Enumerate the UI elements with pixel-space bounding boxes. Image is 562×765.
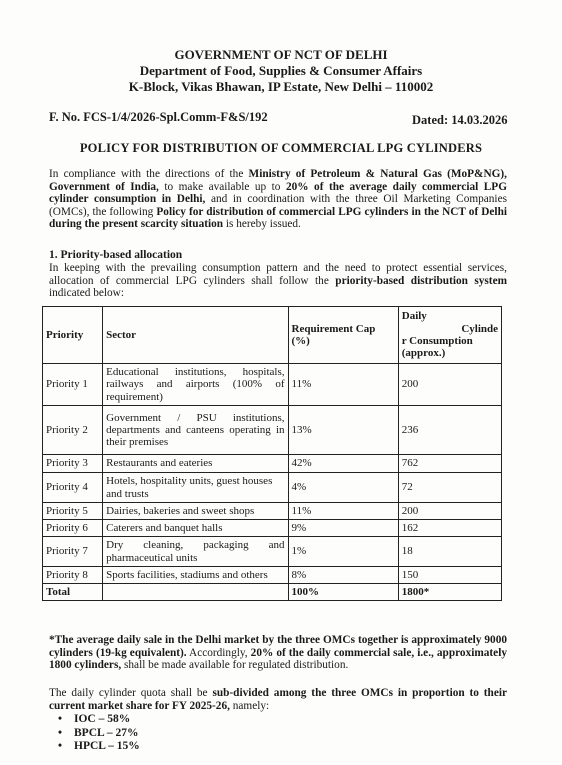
cell-cap: 9% xyxy=(288,520,398,537)
cell-sector: Sports facilities, stadiums and others xyxy=(103,567,288,584)
intro-text-1: In compliance with the directions of the xyxy=(49,168,249,180)
intro-paragraph xyxy=(49,168,507,231)
cell-priority: Priority 8 xyxy=(43,567,103,584)
cell-priority: Priority 3 xyxy=(43,455,103,473)
cell-priority: Priority 1 xyxy=(43,364,103,406)
cell-total-daily: 1800* xyxy=(398,584,501,601)
intro-bold-ministry: Ministry of Petroleum & Natural Gas (MoP&NG), Government of India, xyxy=(49,168,508,193)
cell-cap: 13% xyxy=(288,406,398,455)
government-heading: GOVERNMENT OF NCT OF DELHI xyxy=(174,47,388,62)
cell-daily: 162 xyxy=(398,520,501,537)
section-bold-system: priority-based distribution system xyxy=(335,274,507,287)
table-row xyxy=(43,455,502,473)
cell-sector: Hotels, hospitality units, guest houses and trusts xyxy=(103,473,288,503)
allocation-table xyxy=(42,306,502,601)
cell-daily: 236 xyxy=(398,406,501,455)
table-header-row xyxy=(43,307,502,364)
quota-text-1: The daily cylinder quota shall be xyxy=(49,687,213,699)
header-daily-line-2: Cylinde xyxy=(461,322,498,335)
table-total-row xyxy=(43,584,502,601)
cell-cap: 8% xyxy=(288,567,398,584)
cell-priority: Priority 2 xyxy=(43,406,103,455)
header-daily-consumption xyxy=(398,307,501,364)
header-daily-line-1: Daily xyxy=(401,310,427,323)
cell-sector: Educational institutions, hospitals, railways and airports (100% of requirement) xyxy=(103,364,288,406)
cell-priority: Priority 6 xyxy=(43,520,103,537)
footnote-text-2: shall be made available for regulated distribution. xyxy=(121,659,349,672)
cell-total-cap: 100% xyxy=(288,584,398,601)
cell-total-label: Total xyxy=(43,584,103,601)
table-row xyxy=(43,567,502,584)
date: Dated: 14.03.2026 xyxy=(412,113,508,127)
cell-sector: Caterers and banquet halls xyxy=(103,520,288,537)
cell-daily: 200 xyxy=(398,503,501,520)
cell-priority: Priority 7 xyxy=(43,537,103,567)
cell-priority: Priority 5 xyxy=(43,503,103,520)
section-heading-priority: 1. Priority-based allocation xyxy=(49,249,183,261)
cell-cap: 42% xyxy=(288,455,398,473)
quota-text-2: namely: xyxy=(229,699,270,712)
cell-total-sector xyxy=(103,584,288,601)
footnote-bold-quota: 20% of the daily commercial sale, i.e., approximately 1800 cylinders, xyxy=(49,646,507,672)
footnote-bold-average: *The average daily sale in the Delhi market by the three OMCs together is approximately 9000 cylinders (19-kg equivalent). xyxy=(49,634,507,659)
intro-text-4: is hereby issued. xyxy=(223,218,301,231)
header-priority xyxy=(43,307,103,364)
section-paragraph xyxy=(49,262,507,300)
cell-daily: 200 xyxy=(398,364,501,406)
address-heading: K-Block, Vikas Bhawan, IP Estate, New Delhi – 110002 xyxy=(128,79,434,94)
list-item-bpcl: • BPCL – 27% xyxy=(58,727,140,741)
document-title: POLICY FOR DISTRIBUTION OF COMMERCIAL LPG CYLINDERS xyxy=(79,141,483,155)
cell-cap: 11% xyxy=(288,364,398,406)
cell-daily: 18 xyxy=(398,537,501,567)
cell-sector: Dry cleaning, packaging and pharmaceutical units xyxy=(103,537,288,567)
list-item-hpcl: • HPCL – 15% xyxy=(58,740,140,754)
file-number: F. No. FCS-1/4/2026-Spl.Comm-F&S/192 xyxy=(49,110,268,124)
cell-daily: 72 xyxy=(398,473,501,503)
header-sector: Sector xyxy=(103,307,288,364)
cell-daily: 150 xyxy=(398,567,501,584)
section-text-1: In keeping with the prevailing consumption pattern and the need to protect essential services, allocation of commercial LPG cylinders shall follow the xyxy=(49,262,507,287)
cell-sector: Dairies, bakeries and sweet shops xyxy=(103,503,288,520)
omc-share-list xyxy=(58,713,140,754)
table-row xyxy=(43,364,502,406)
table-row xyxy=(43,520,502,537)
section-text-2: indicated below: xyxy=(49,287,124,300)
header-daily-line-3: r Consumption (approx.) xyxy=(401,335,473,360)
intro-bold-policy: Policy for distribution of commercial LPG cylinders in the NCT of Delhi during the present scarcity situation xyxy=(49,205,507,231)
header-priority-label: Priority xyxy=(46,328,84,341)
intro-text-2: to make available up to xyxy=(158,180,286,193)
intro-text-3: and in coordination with the three Oil Marketing Companies (OMCs), the following xyxy=(49,193,507,218)
quota-bold-subdivision: sub-divided among the three OMCs in proportion to their current market share for FY 2025-26, xyxy=(49,687,507,712)
table-row xyxy=(43,406,502,455)
footnote xyxy=(49,634,507,672)
quota-paragraph xyxy=(49,687,507,712)
cell-cap: 4% xyxy=(288,473,398,503)
department-heading: Department of Food, Supplies & Consumer Affairs xyxy=(139,63,423,78)
intro-bold-percentage: 20% of the average daily commercial LPG cylinder consumption in Delhi, xyxy=(49,180,507,206)
cell-priority: Priority 4 xyxy=(43,473,103,503)
header-requirement-cap: Requirement Cap (%) xyxy=(288,307,398,364)
table-row xyxy=(43,473,502,503)
list-item-ioc: • IOC – 58% xyxy=(58,713,140,727)
cell-sector: Government / PSU institutions, departments and canteens operating in their premises xyxy=(103,406,288,455)
cell-cap: 1% xyxy=(288,537,398,567)
footnote-text-1: Accordingly, xyxy=(186,646,251,659)
cell-daily: 762 xyxy=(398,455,501,473)
cell-cap: 11% xyxy=(288,503,398,520)
table-row xyxy=(43,537,502,567)
cell-sector: Restaurants and eateries xyxy=(103,455,288,473)
table-row xyxy=(43,503,502,520)
